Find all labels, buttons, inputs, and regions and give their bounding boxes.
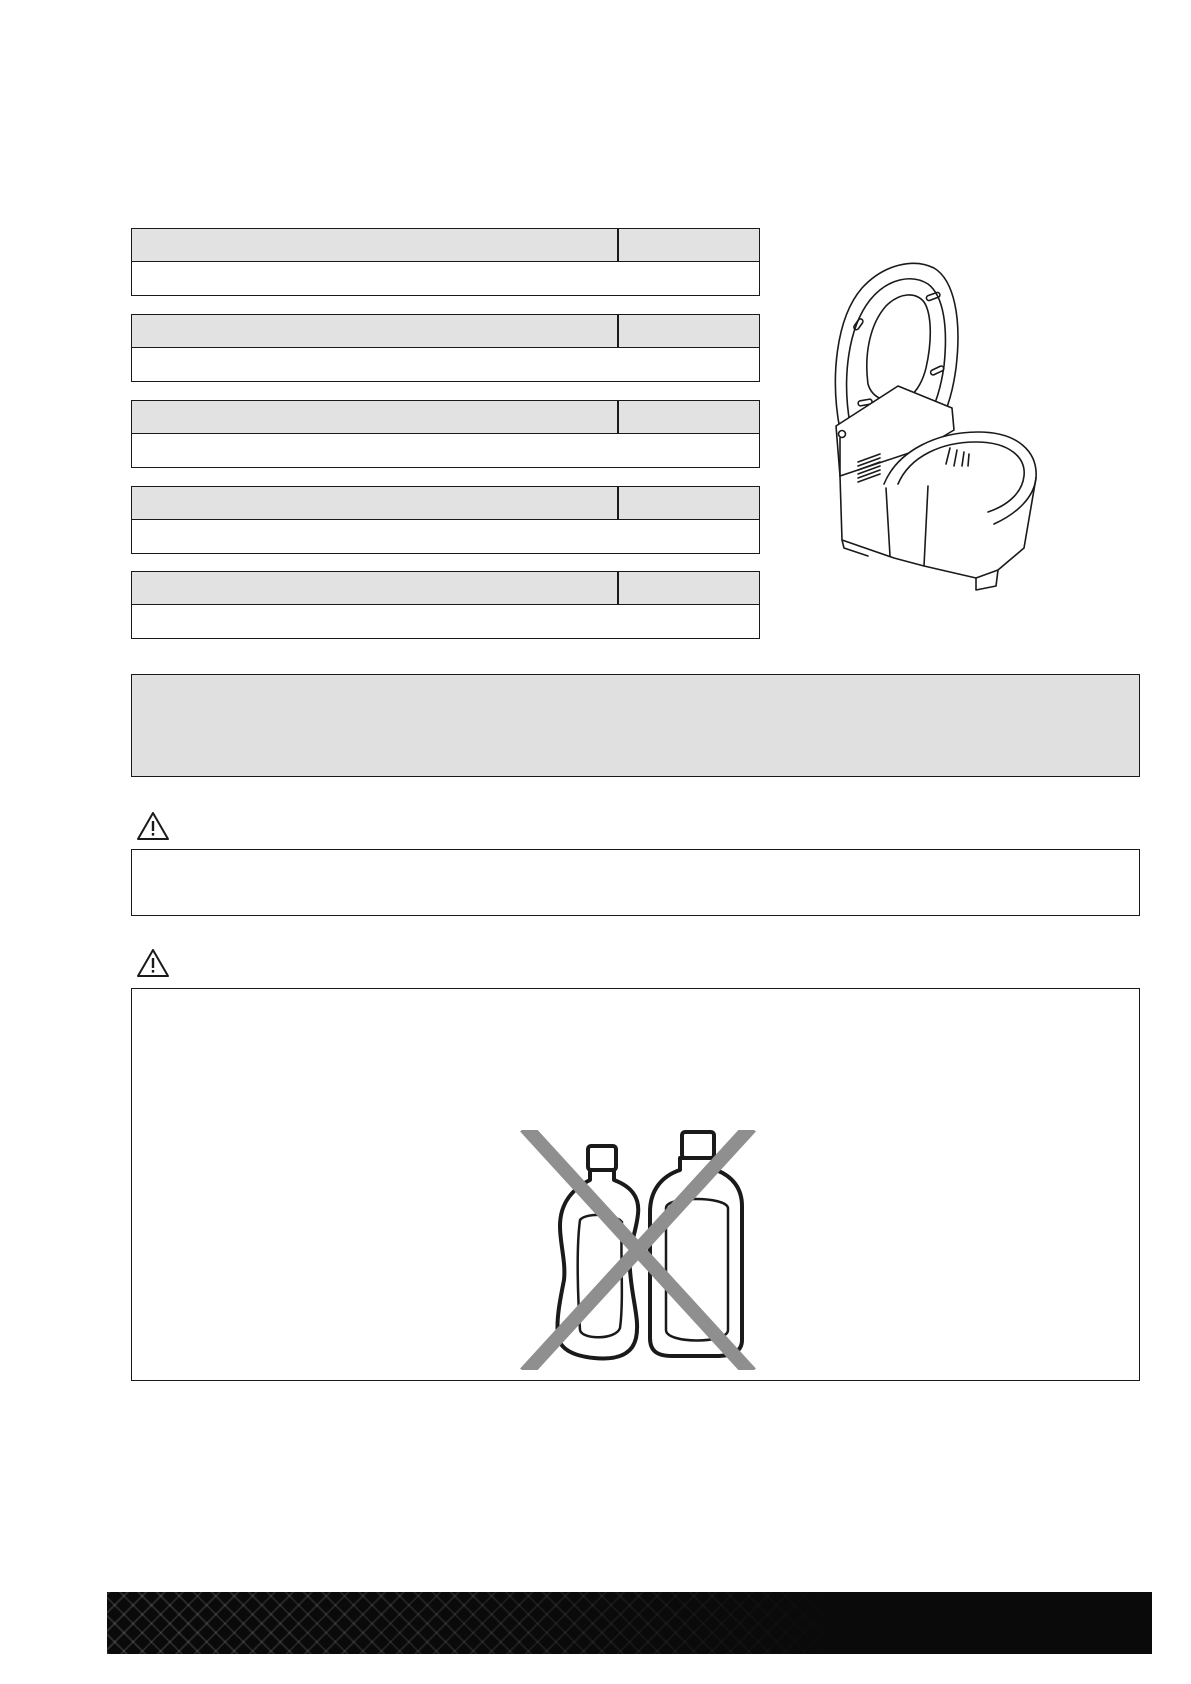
spec-table-body <box>131 348 760 382</box>
spec-table-1 <box>131 228 760 296</box>
warning-triangle-icon <box>135 810 171 842</box>
crossed-out-bottles-illustration <box>516 1130 756 1370</box>
spec-table-header <box>131 571 760 605</box>
warning-box-2 <box>131 988 1140 1381</box>
spec-table-4 <box>131 486 760 554</box>
spec-table-body <box>131 605 760 639</box>
spec-table-header <box>131 228 760 262</box>
spec-table-body <box>131 434 760 468</box>
spec-table-2 <box>131 314 760 382</box>
spec-table-body <box>131 262 760 296</box>
footer-band-gradient <box>107 1592 1152 1654</box>
footer-band <box>107 1592 1152 1654</box>
spec-table-5 <box>131 571 760 639</box>
note-box <box>131 674 1140 777</box>
warning-triangle-icon <box>135 947 171 979</box>
spec-table-header <box>131 486 760 520</box>
spec-table-header <box>131 400 760 434</box>
warning-box-1 <box>131 849 1140 916</box>
spec-table-header <box>131 314 760 348</box>
spec-table-3 <box>131 400 760 468</box>
spec-table-body <box>131 520 760 554</box>
toilet-illustration <box>828 258 1068 598</box>
